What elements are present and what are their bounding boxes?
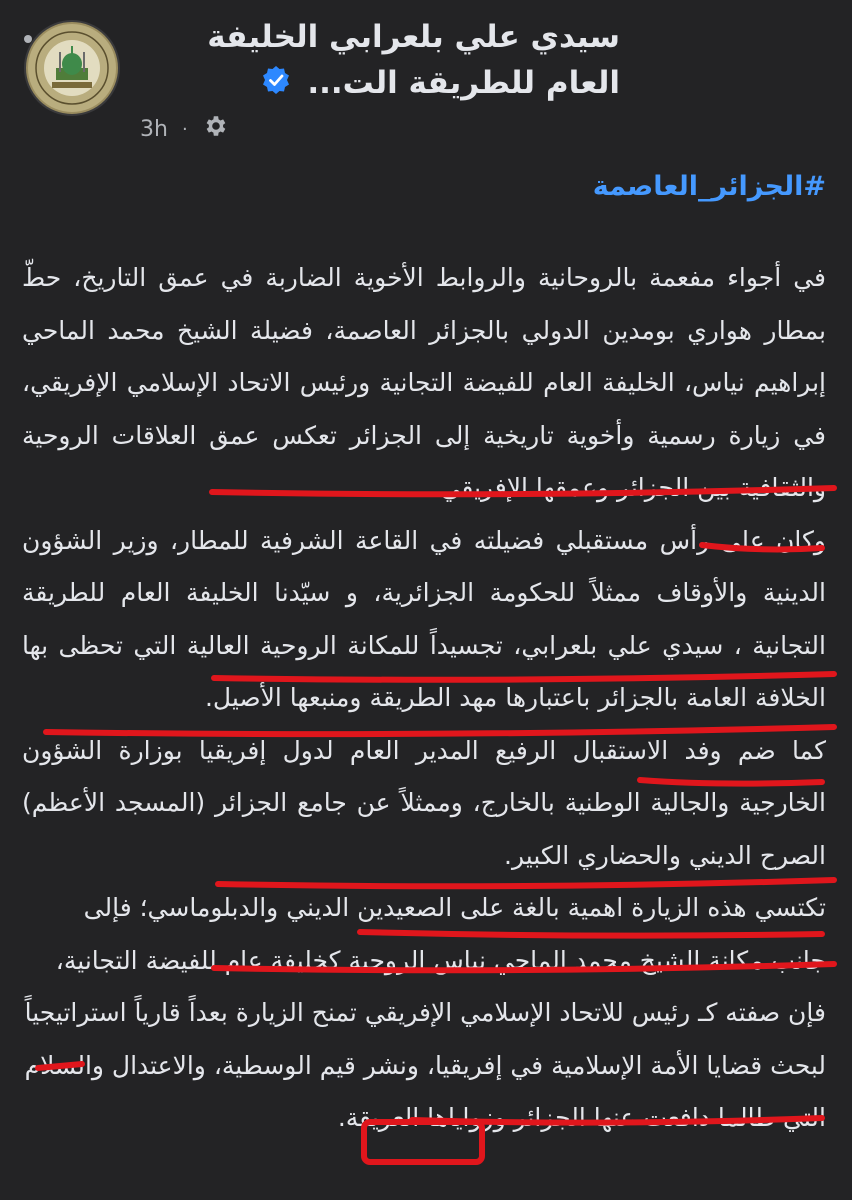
gear-icon[interactable] <box>202 113 228 145</box>
post-paragraph-4: تكتسي هذه الزيارة اهمية بالغة على الصعيدين الديني والدبلوماسي؛ فإلى جانب مكانة الشيخ محمد الماحي نياس الروحية كخليفة عام للفيضة التجانية، فإن صفته كـ رئيس للاتحاد الإسلامي الإفريقي تمنح الزيارة بعداً قارياً استراتيجياً لبحث قضايا الأمة الإسلامية في إفريقيا، ونشر قيم الوسطية، والاعتدال والسلام التي طالما دافعت عنها الجزائر وزواياها العريقة. <box>24 893 826 1132</box>
page-name[interactable] <box>132 14 620 108</box>
post-meta <box>140 112 228 146</box>
post-header <box>0 0 852 150</box>
post-time[interactable]: 3h <box>140 116 168 142</box>
avatar[interactable] <box>24 20 120 116</box>
hashtag-link[interactable]: #الجزائر_العاصمة <box>592 171 826 202</box>
meta-separator: · <box>181 118 188 140</box>
page-name-text[interactable]: سيدي علي بلعرابي الخليفة العام للطريقة الت... <box>207 19 620 101</box>
post-body <box>22 252 826 1145</box>
post-paragraph-2: وكان على رأس مستقبلي فضيلته في القاعة الشرفية للمطار، وزير الشؤون الدينية والأوقاف ممثلاً للحكومة الجزائرية، و سيّدنا الخليفة العام للطريقة التجانية ، سيدي علي بلعرابي، تجسيداً للمكانة الروحية العالية التي تحظى بها الخلافة العامة بالجزائر باعتبارها مهد الطريقة ومنبعها الأصيل. <box>22 525 826 712</box>
page-logo-icon <box>26 22 118 114</box>
post-paragraph-3: كما ضم وفد الاستقبال الرفيع المدير العام لدول إفريقيا بوزارة الشؤون الخارجية والجالية الوطنية بالخارج، وممثلاً عن جامع الجزائر (المسجد الأعظم) الصرح الديني والحضاري الكبير. <box>22 735 826 870</box>
post-paragraph-1: في أجواء مفعمة بالروحانية والروابط الأخوية الضاربة في عمق التاريخ، حطّ بمطار هواري بومدين الدولي بالجزائر العاصمة، فضيلة الشيخ محمد الماحي إبراهيم نياس، الخليفة العام للفيضة التجانية ورئيس الاتحاد الإسلامي الإفريقي، في زيارة رسمية وأخوية تاريخية إلى الجزائر تعكس عمق العلاقات الروحية والثقافية بين الجزائر وعمقها الإفريقي. <box>22 263 826 502</box>
verified-badge-icon <box>261 62 291 108</box>
